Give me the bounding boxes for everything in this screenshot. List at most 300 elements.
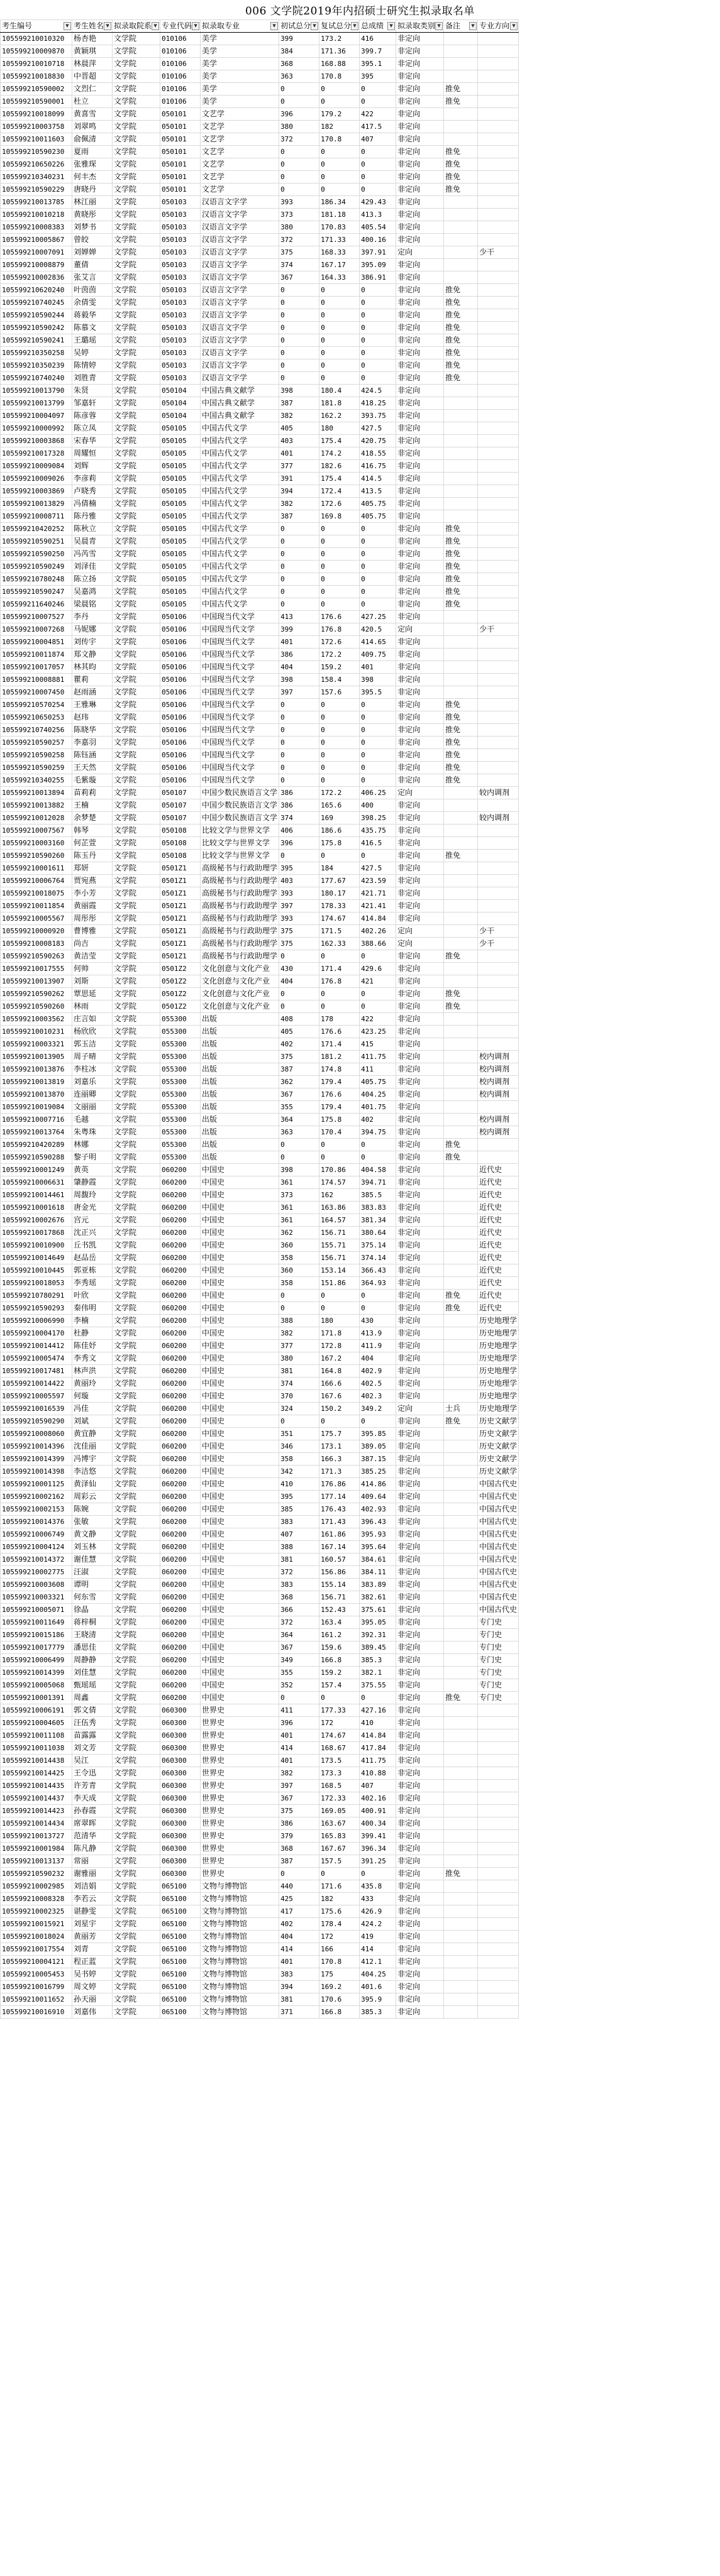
table-cell: 文学院	[113, 661, 160, 674]
table-cell: 060300	[160, 1717, 201, 1729]
table-cell	[444, 121, 478, 133]
table-cell: 出版	[201, 1139, 279, 1151]
table-cell: 060300	[160, 1729, 201, 1742]
table-cell	[444, 1528, 478, 1541]
table-cell: 中国史	[201, 1491, 279, 1503]
table-cell: 出版	[201, 1013, 279, 1026]
table-row	[1, 938, 519, 950]
table-cell: 非定向	[396, 975, 444, 988]
table-cell: 高级秘书与行政助理学	[201, 887, 279, 900]
table-row	[1, 108, 519, 121]
table-row	[1, 259, 519, 271]
table-cell: 372	[279, 1616, 319, 1629]
table-cell: 168.67	[319, 1742, 360, 1755]
table-cell: 推免	[444, 1302, 478, 1315]
table-row	[1, 837, 519, 850]
table-cell: 171.6	[319, 1880, 360, 1893]
table-cell: 055300	[160, 1038, 201, 1051]
table-cell: 专门史	[478, 1692, 519, 1704]
table-cell: 非定向	[396, 862, 444, 875]
table-cell: 105599210590241	[1, 334, 72, 347]
table-cell: 373	[279, 1189, 319, 1202]
table-cell: 0	[319, 96, 360, 108]
table-cell: 411.75	[360, 1051, 396, 1063]
table-cell: 105599210011874	[1, 649, 72, 661]
table-cell: 中国古代文学	[201, 460, 279, 473]
table-cell: 文学院	[113, 1202, 160, 1214]
table-cell	[478, 887, 519, 900]
table-cell: 推免	[444, 699, 478, 711]
table-cell: 105599210008383	[1, 221, 72, 234]
table-cell: 文学院	[113, 1340, 160, 1352]
table-cell: 比较文学与世界文学	[201, 825, 279, 837]
table-cell: 411.75	[360, 1755, 396, 1767]
table-cell: 414.84	[360, 913, 396, 925]
table-row	[1, 1931, 519, 1943]
table-cell: 398.25	[360, 812, 396, 825]
table-cell: 396	[279, 108, 319, 121]
table-cell: 非定向	[396, 1943, 444, 1956]
filter-dropdown-icon[interactable]: ▼	[351, 22, 358, 30]
table-cell: 文学院	[113, 1088, 160, 1101]
table-cell: 411	[360, 1063, 396, 1076]
table-row	[1, 1491, 519, 1503]
table-cell: 0	[360, 1692, 396, 1704]
table-cell: 395.9	[360, 1993, 396, 2006]
table-row	[1, 1202, 519, 1214]
table-cell: 065100	[160, 1968, 201, 1981]
table-cell: 433	[360, 1893, 396, 1905]
table-cell: 105599210014399	[1, 1667, 72, 1679]
table-cell: 413.5	[360, 485, 396, 498]
table-cell: 非定向	[396, 1440, 444, 1453]
table-cell: 167.17	[319, 259, 360, 271]
table-cell: 150.2	[319, 1403, 360, 1415]
filter-dropdown-icon[interactable]: ▼	[270, 22, 278, 30]
table-cell: 非定向	[396, 259, 444, 271]
table-cell: 中国史	[201, 1189, 279, 1202]
table-cell	[444, 1026, 478, 1038]
table-cell: 文学院	[113, 1792, 160, 1805]
table-cell: 文烈仁	[72, 83, 113, 96]
table-cell: 060200	[160, 1315, 201, 1327]
table-cell: 非定向	[396, 711, 444, 724]
table-row	[1, 1428, 519, 1440]
table-cell: 程正蓝	[72, 1956, 113, 1968]
table-cell: 105599210001125	[1, 1478, 72, 1491]
table-cell: 汉语言文字学	[201, 284, 279, 297]
table-cell	[444, 1051, 478, 1063]
table-cell: 171.36	[319, 45, 360, 58]
table-cell: 163.86	[319, 1202, 360, 1214]
table-cell: 林娜	[72, 1139, 113, 1151]
table-cell: 159.2	[319, 661, 360, 674]
table-cell: 郭文倩	[72, 1704, 113, 1717]
table-cell: 文学院	[113, 1767, 160, 1780]
table-cell: 050106	[160, 623, 201, 636]
table-row	[1, 33, 519, 45]
table-cell: 408	[279, 1013, 319, 1026]
table-row	[1, 1176, 519, 1189]
table-cell: 105599210002162	[1, 1491, 72, 1503]
table-cell: 423.25	[360, 1026, 396, 1038]
table-cell: 世界史	[201, 1729, 279, 1742]
table-cell	[478, 1817, 519, 1830]
table-cell: 中国史	[201, 1365, 279, 1378]
table-cell: 050106	[160, 737, 201, 749]
table-cell: 非定向	[396, 1667, 444, 1679]
table-cell: 105599210005453	[1, 1968, 72, 1981]
table-cell: 105599210004851	[1, 636, 72, 649]
table-cell	[478, 1755, 519, 1767]
table-cell	[444, 1189, 478, 1202]
table-cell: 世界史	[201, 1780, 279, 1792]
table-cell: 050106	[160, 674, 201, 686]
table-cell: 文学院	[113, 1868, 160, 1880]
table-row	[1, 812, 519, 825]
table-cell: 文物与博物馆	[201, 1893, 279, 1905]
table-row	[1, 1554, 519, 1566]
table-cell: 文学院	[113, 1026, 160, 1038]
table-row	[1, 1541, 519, 1554]
table-cell: 文学院	[113, 724, 160, 737]
table-cell: 吴书婷	[72, 1968, 113, 1981]
table-cell: 105599210010320	[1, 33, 72, 45]
table-cell: 0	[279, 334, 319, 347]
filter-dropdown-icon[interactable]: ▼	[387, 22, 395, 30]
table-row	[1, 862, 519, 875]
table-cell: 395.93	[360, 1528, 396, 1541]
table-cell: 文学院	[113, 58, 160, 70]
table-cell: 060200	[160, 1667, 201, 1679]
table-cell: 0	[319, 699, 360, 711]
table-cell	[444, 1554, 478, 1566]
table-cell: 060200	[160, 1176, 201, 1189]
filter-dropdown-icon[interactable]: ▼	[104, 22, 111, 30]
table-cell: 定向	[396, 246, 444, 259]
table-cell: 164.8	[319, 1365, 360, 1378]
table-cell: 庄言如	[72, 1013, 113, 1026]
table-cell: 刘嘉伟	[72, 2006, 113, 2019]
table-cell: 105599210010900	[1, 1239, 72, 1252]
table-cell: 非定向	[396, 1968, 444, 1981]
table-row	[1, 950, 519, 963]
table-cell: 汉语言文字学	[201, 309, 279, 322]
table-cell	[444, 1327, 478, 1340]
filter-dropdown-icon[interactable]: ▼	[435, 22, 443, 30]
table-cell: 非定向	[396, 561, 444, 573]
table-cell	[478, 1868, 519, 1880]
table-cell: 非定向	[396, 1164, 444, 1176]
table-cell: 010106	[160, 33, 201, 45]
table-cell: 377	[279, 460, 319, 473]
table-cell	[478, 435, 519, 447]
table-cell: 校内调剂	[478, 1063, 519, 1076]
table-cell: 0501Z1	[160, 925, 201, 938]
table-cell	[478, 1855, 519, 1868]
table-cell: 推免	[444, 297, 478, 309]
column-header	[319, 20, 360, 33]
table-cell: 文学院	[113, 913, 160, 925]
table-cell	[444, 837, 478, 850]
table-cell: 167.14	[319, 1541, 360, 1554]
table-cell: 050101	[160, 158, 201, 171]
table-cell: 推免	[444, 523, 478, 535]
filter-dropdown-icon[interactable]: ▼	[152, 22, 159, 30]
table-cell: 407	[279, 1528, 319, 1541]
table-cell: 105599210590002	[1, 83, 72, 96]
table-cell: 105599210008881	[1, 674, 72, 686]
table-cell: 413	[279, 611, 319, 623]
table-cell: 364.93	[360, 1277, 396, 1290]
table-cell: 176.43	[319, 1503, 360, 1516]
table-cell: 384.61	[360, 1554, 396, 1566]
table-cell: 周耀恒	[72, 447, 113, 460]
table-cell: 0	[319, 561, 360, 573]
table-row	[1, 334, 519, 347]
table-row	[1, 1352, 519, 1365]
table-cell: 105599210014423	[1, 1805, 72, 1817]
table-row	[1, 799, 519, 812]
table-cell: 0	[279, 309, 319, 322]
table-cell: 050103	[160, 221, 201, 234]
table-cell: 060300	[160, 1792, 201, 1805]
table-cell: 055300	[160, 1013, 201, 1026]
table-cell	[478, 1704, 519, 1717]
table-cell: 060200	[160, 1252, 201, 1264]
table-cell: 105599210590262	[1, 988, 72, 1000]
table-cell: 非定向	[396, 1880, 444, 1893]
table-cell: 何丰杰	[72, 171, 113, 184]
table-cell: 刘泽佳	[72, 561, 113, 573]
table-cell: 非定向	[396, 1239, 444, 1252]
table-cell: 0	[360, 737, 396, 749]
table-cell: 文艺学	[201, 121, 279, 133]
table-cell: 非定向	[396, 410, 444, 422]
table-cell: 中国史	[201, 1591, 279, 1604]
table-cell: 394	[279, 1981, 319, 1993]
table-cell: 文学院	[113, 1968, 160, 1981]
table-cell: 374	[279, 812, 319, 825]
table-cell: 181.2	[319, 1051, 360, 1063]
table-cell: 0	[279, 284, 319, 297]
table-cell: 105599210018053	[1, 1277, 72, 1290]
table-cell: 瞿莉	[72, 674, 113, 686]
table-cell: 0	[319, 184, 360, 196]
table-cell: 非定向	[396, 1591, 444, 1604]
table-cell: 380.64	[360, 1227, 396, 1239]
table-cell: 060200	[160, 1629, 201, 1642]
table-cell: 181.8	[319, 397, 360, 410]
table-cell: 文学院	[113, 1264, 160, 1277]
table-cell: 文学院	[113, 1114, 160, 1126]
table-cell: 151.86	[319, 1277, 360, 1290]
table-cell: 中国史	[201, 1327, 279, 1340]
table-cell	[444, 133, 478, 146]
table-cell: 非定向	[396, 1378, 444, 1390]
table-cell	[444, 938, 478, 950]
table-cell: 陈玉丹	[72, 850, 113, 862]
table-cell: 060300	[160, 1868, 201, 1880]
table-cell: 060200	[160, 1491, 201, 1503]
table-cell: 416	[360, 33, 396, 45]
table-cell: 覃思延	[72, 988, 113, 1000]
table-cell: 文学院	[113, 473, 160, 485]
table-cell: 张艾言	[72, 271, 113, 284]
table-cell	[444, 410, 478, 422]
table-cell: 401	[279, 1729, 319, 1742]
table-cell	[478, 1843, 519, 1855]
table-cell: 389.45	[360, 1642, 396, 1654]
table-cell: 文学院	[113, 1302, 160, 1315]
filter-dropdown-icon[interactable]: ▼	[469, 22, 477, 30]
table-cell: 0	[360, 711, 396, 724]
table-cell: 387	[279, 1855, 319, 1868]
table-row	[1, 435, 519, 447]
table-cell: 中国史	[201, 1692, 279, 1704]
table-cell: 非定向	[396, 1792, 444, 1805]
table-cell	[444, 649, 478, 661]
table-cell: 050106	[160, 661, 201, 674]
table-row	[1, 1151, 519, 1164]
table-cell: 105599210011038	[1, 1742, 72, 1755]
table-cell	[444, 2006, 478, 2019]
table-cell: 404.25	[360, 1088, 396, 1101]
table-cell: 395.09	[360, 259, 396, 271]
table-cell: 105599210340255	[1, 774, 72, 787]
table-cell	[478, 1956, 519, 1968]
table-row	[1, 133, 519, 146]
table-cell: 非定向	[396, 1327, 444, 1340]
table-cell: 非定向	[396, 825, 444, 837]
table-cell: 346	[279, 1440, 319, 1453]
table-cell: 文学院	[113, 133, 160, 146]
table-row	[1, 661, 519, 674]
table-cell: 399.41	[360, 1830, 396, 1843]
table-cell: 孙天丽	[72, 1993, 113, 2006]
table-cell: 专门史	[478, 1679, 519, 1692]
table-cell: 文学院	[113, 950, 160, 963]
table-cell	[444, 1239, 478, 1252]
table-cell: 文学院	[113, 121, 160, 133]
table-cell: 105599210420289	[1, 1139, 72, 1151]
filter-dropdown-icon[interactable]: ▼	[192, 22, 199, 30]
table-cell: 0	[360, 146, 396, 158]
table-cell: 050106	[160, 762, 201, 774]
table-cell: 陈立扬	[72, 573, 113, 586]
table-cell: 推免	[444, 1415, 478, 1428]
table-cell: 105599210011649	[1, 1616, 72, 1629]
table-cell: 卢晓秀	[72, 485, 113, 498]
table-cell: 周彤彤	[72, 913, 113, 925]
filter-dropdown-icon[interactable]: ▼	[311, 22, 318, 30]
table-cell: 非定向	[396, 1038, 444, 1051]
table-cell: 105599210006499	[1, 1654, 72, 1667]
table-cell: 非定向	[396, 1541, 444, 1554]
table-cell: 105599210014649	[1, 1252, 72, 1264]
table-cell	[444, 1981, 478, 1993]
table-cell: 专门史	[478, 1654, 519, 1667]
table-cell: 0	[319, 774, 360, 787]
table-cell: 非定向	[396, 96, 444, 108]
table-row	[1, 485, 519, 498]
table-row	[1, 988, 519, 1000]
table-cell: 383	[279, 1516, 319, 1528]
table-cell: 文物与博物馆	[201, 1943, 279, 1956]
table-cell: 060200	[160, 1591, 201, 1604]
table-cell: 0	[279, 347, 319, 359]
table-cell: 179.4	[319, 1076, 360, 1088]
table-cell: 385	[279, 1503, 319, 1516]
table-cell: 中国古代文学	[201, 435, 279, 447]
table-cell: 010106	[160, 70, 201, 83]
table-cell: 专门史	[478, 1616, 519, 1629]
table-cell: 刘翠鸣	[72, 121, 113, 133]
table-cell: 中国现当代文学	[201, 611, 279, 623]
table-cell	[444, 1516, 478, 1528]
table-cell: 0	[360, 334, 396, 347]
table-cell: 050106	[160, 774, 201, 787]
table-cell: 朱粤珠	[72, 1126, 113, 1139]
table-cell: 060200	[160, 1378, 201, 1390]
table-cell: 马妮娜	[72, 623, 113, 636]
table-cell	[478, 611, 519, 623]
table-row	[1, 611, 519, 623]
table-cell: 401.6	[360, 1981, 396, 1993]
table-cell	[444, 498, 478, 510]
table-cell: 0	[279, 548, 319, 561]
filter-dropdown-icon[interactable]: ▼	[64, 22, 71, 30]
table-cell	[444, 1378, 478, 1390]
table-cell: 文学院	[113, 825, 160, 837]
table-cell	[444, 1264, 478, 1277]
table-cell: 0	[360, 96, 396, 108]
table-row	[1, 209, 519, 221]
table-cell: 372	[279, 133, 319, 146]
table-cell	[478, 586, 519, 598]
table-cell: 402	[279, 1918, 319, 1931]
table-cell: 文学院	[113, 1704, 160, 1717]
table-row	[1, 1277, 519, 1290]
table-cell: 177.14	[319, 1491, 360, 1503]
table-cell: 文学院	[113, 548, 160, 561]
table-cell: 105599210590293	[1, 1302, 72, 1315]
filter-dropdown-icon[interactable]: ▼	[510, 22, 518, 30]
table-cell: 世界史	[201, 1717, 279, 1729]
table-cell: 中国古典文献学	[201, 385, 279, 397]
admission-table	[0, 19, 519, 2019]
table-cell	[444, 510, 478, 523]
table-cell: 非定向	[396, 1428, 444, 1440]
table-cell: 中国史	[201, 1466, 279, 1478]
table-cell: 176.6	[319, 611, 360, 623]
table-cell: 171.3	[319, 1466, 360, 1478]
table-cell: 050103	[160, 334, 201, 347]
table-cell: 105599210590258	[1, 749, 72, 762]
table-cell: 370	[279, 1390, 319, 1403]
table-cell: 文学院	[113, 184, 160, 196]
table-row	[1, 1642, 519, 1654]
table-row	[1, 359, 519, 372]
table-cell: 105599210014435	[1, 1780, 72, 1792]
table-cell: 文艺学	[201, 146, 279, 158]
table-cell: 382	[279, 498, 319, 510]
table-cell: 非定向	[396, 724, 444, 737]
table-row	[1, 1855, 519, 1868]
table-cell: 105599210008328	[1, 1893, 72, 1905]
table-cell: 0	[360, 1302, 396, 1315]
table-cell: 164.57	[319, 1214, 360, 1227]
